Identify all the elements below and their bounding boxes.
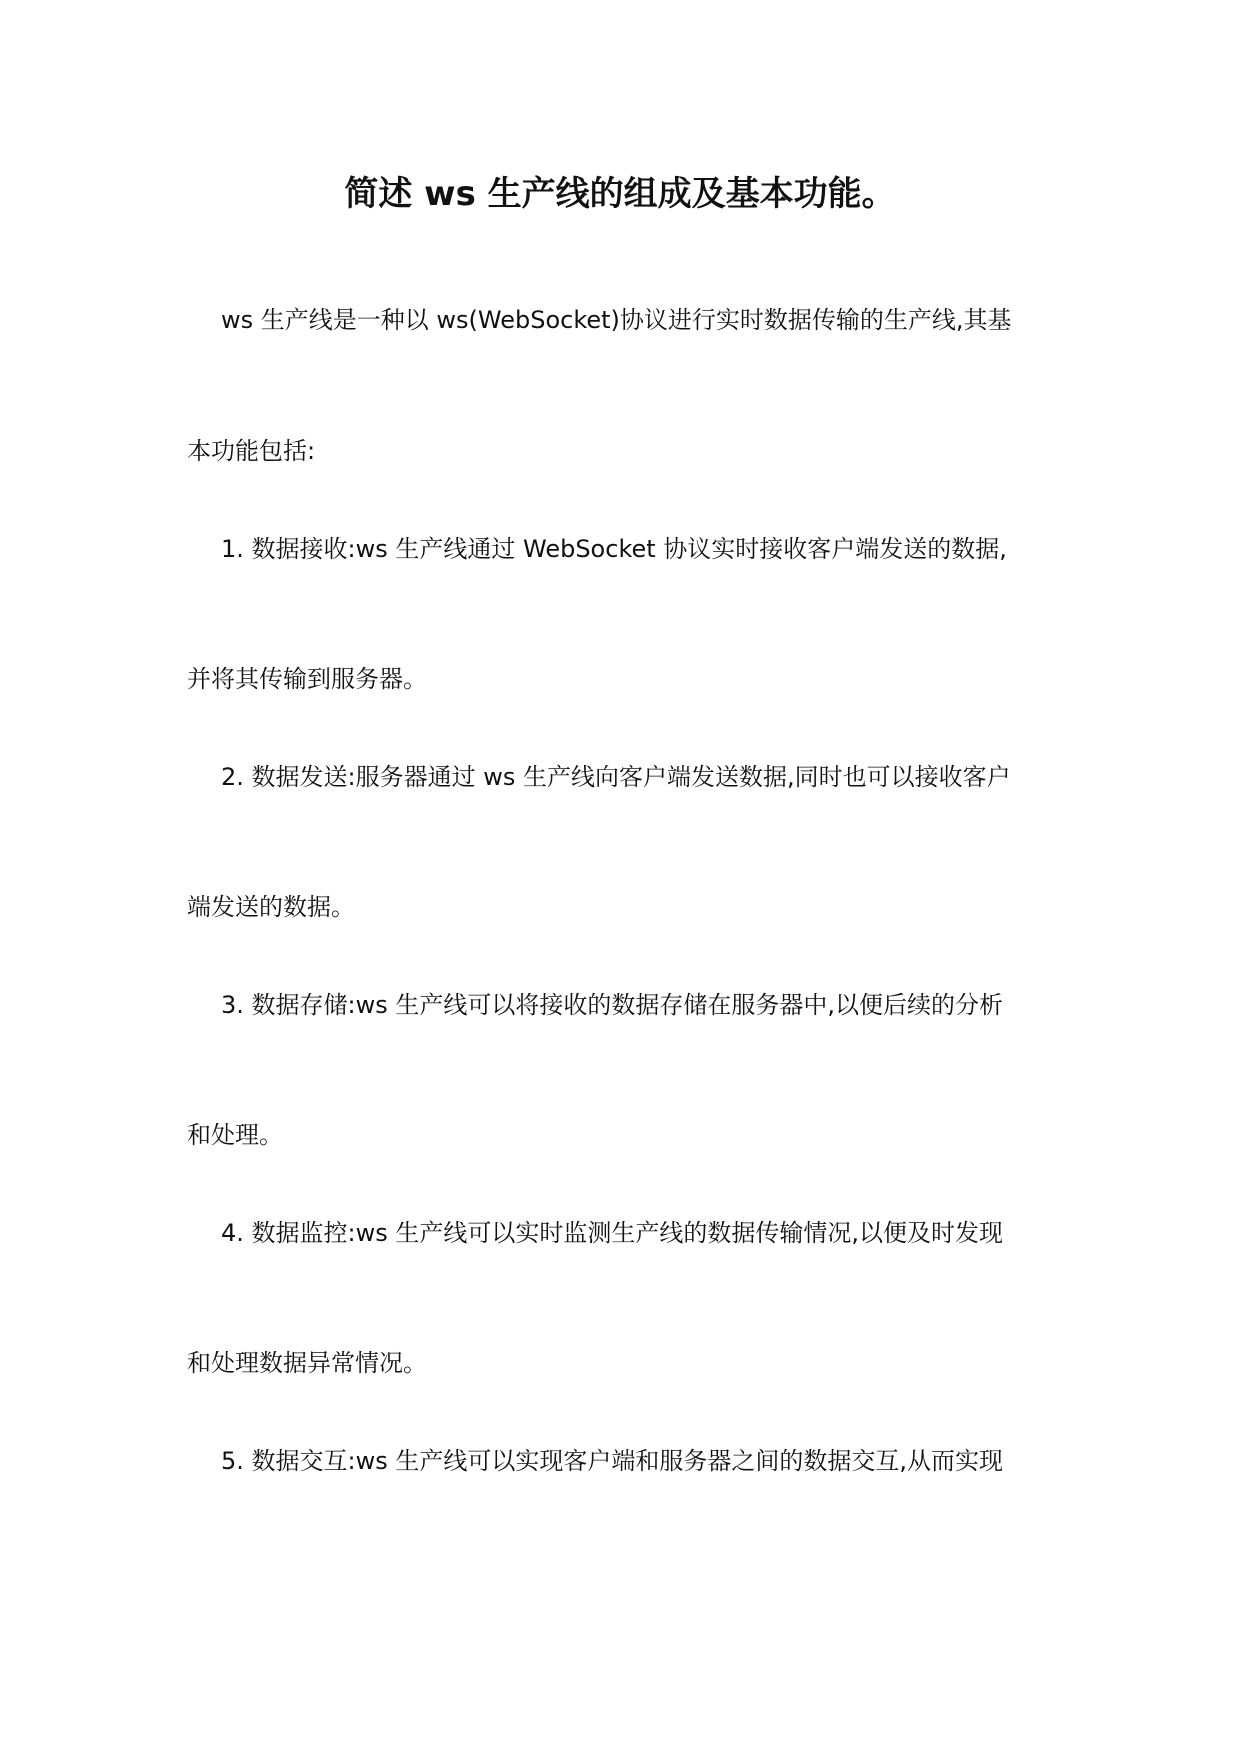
item-4-line-2: 和处理数据异常情况。: [187, 1349, 427, 1377]
item-5-line-1: 5. 数据交互:ws 生产线可以实现客户端和服务器之间的数据交互,从而实现: [221, 1447, 1004, 1475]
document-title: 简述 ws 生产线的组成及基本功能。: [344, 174, 896, 214]
item-3-line-2: 和处理。: [187, 1121, 283, 1149]
item-4-line-1: 4. 数据监控:ws 生产线可以实时监测生产线的数据传输情况,以便及时发现: [221, 1219, 1004, 1247]
item-1-line-1: 1. 数据接收:ws 生产线通过 WebSocket 协议实时接收客户端发送的数据,: [221, 535, 1007, 563]
item-1-line-2: 并将其传输到服务器。: [187, 665, 427, 693]
item-3-line-1: 3. 数据存储:ws 生产线可以将接收的数据存储在服务器中,以便后续的分析: [221, 991, 1004, 1019]
item-2-line-2: 端发送的数据。: [187, 893, 355, 921]
intro-line-2: 本功能包括:: [187, 437, 316, 465]
intro-line-1: ws 生产线是一种以 ws(WebSocket)协议进行实时数据传输的生产线,其基: [221, 306, 1012, 334]
item-2-line-1: 2. 数据发送:服务器通过 ws 生产线向客户端发送数据,同时也可以接收客户: [221, 763, 1011, 791]
